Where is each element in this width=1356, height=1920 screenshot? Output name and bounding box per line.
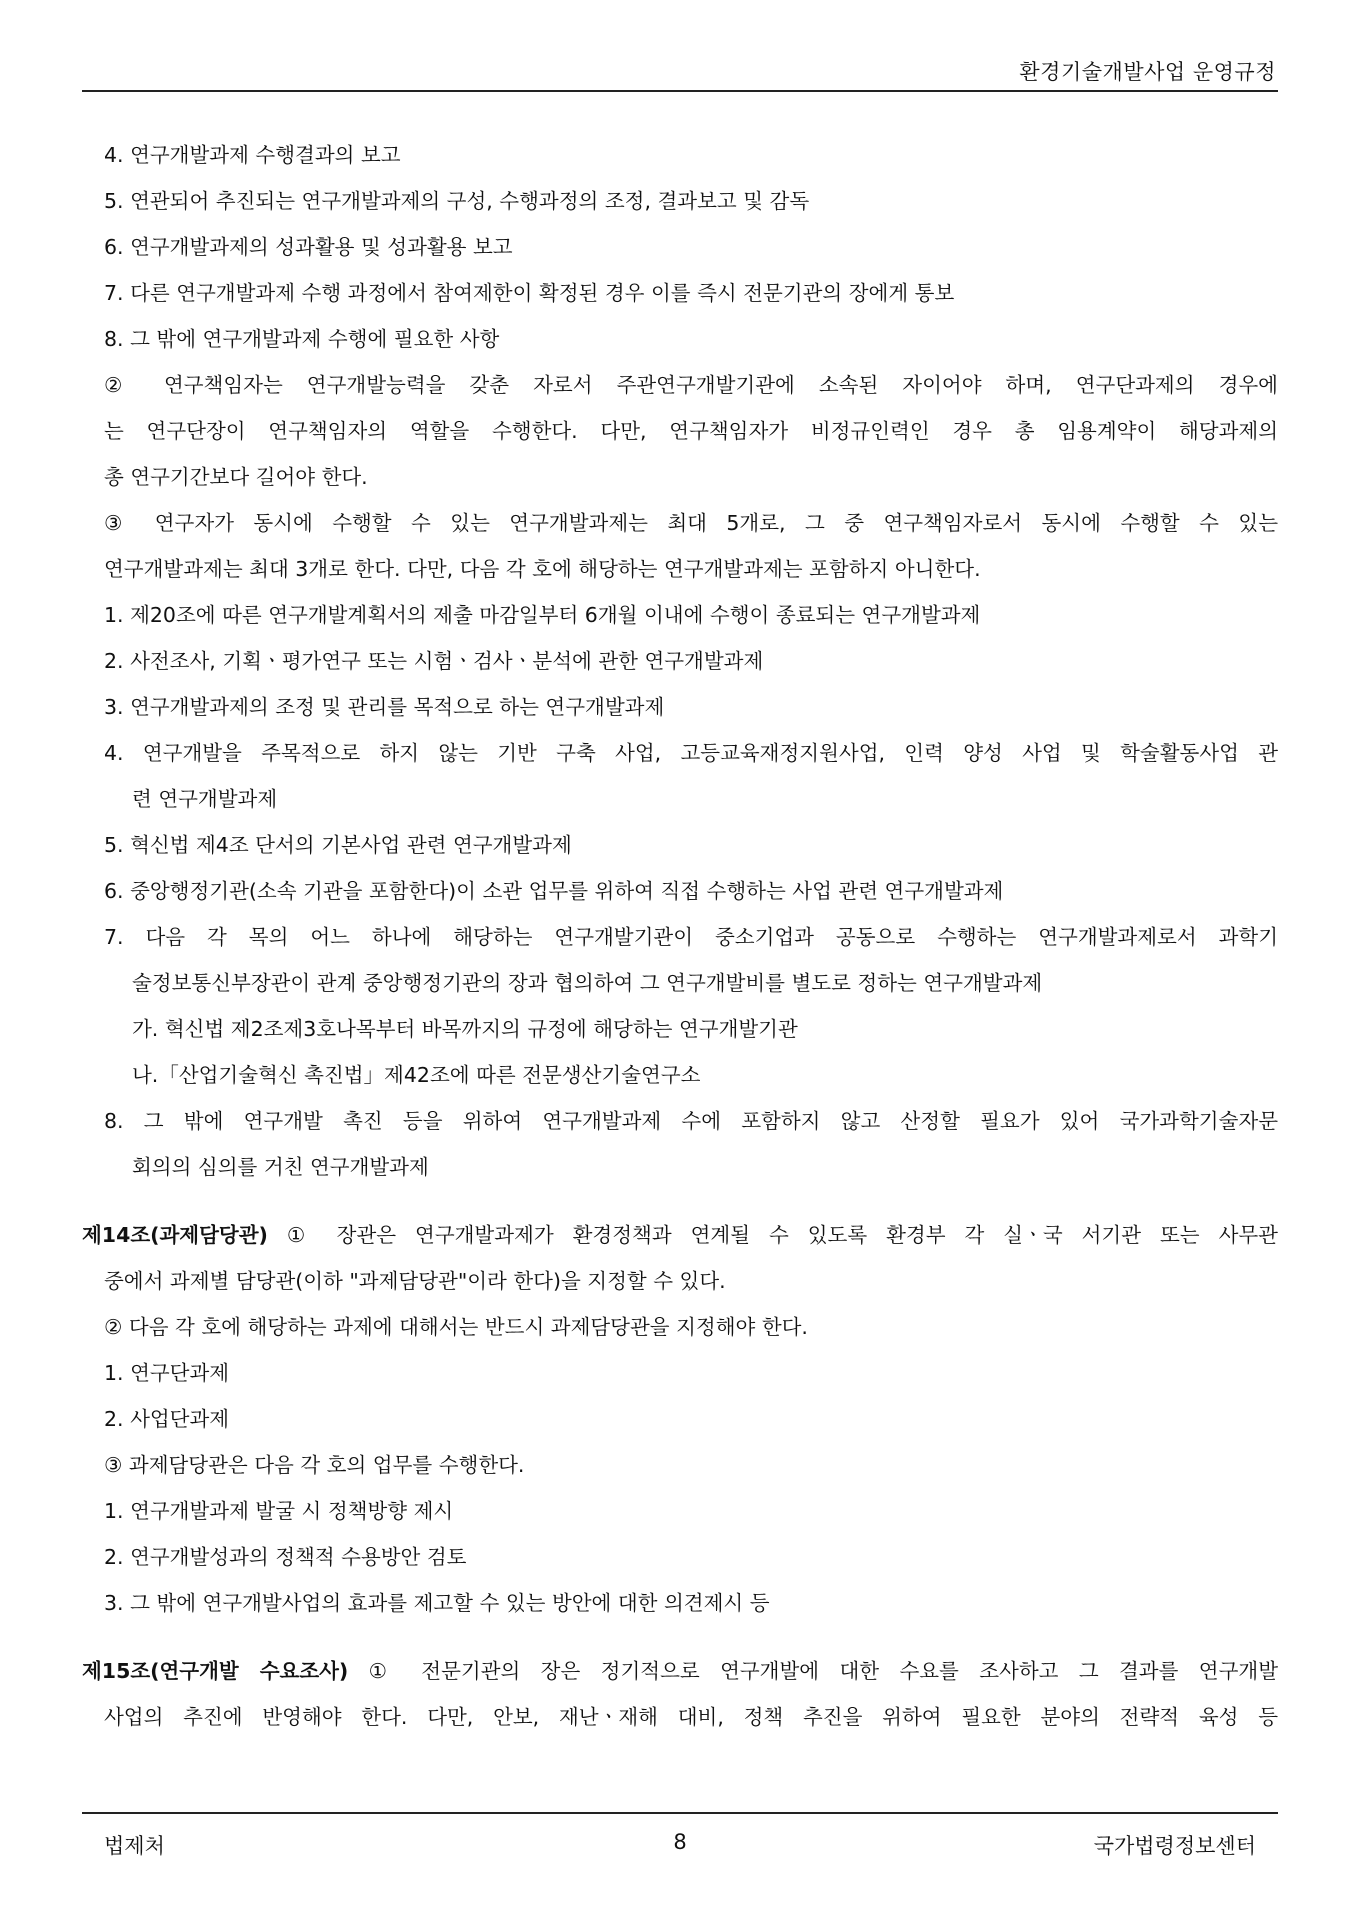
body-line: 2. 사업단과제	[104, 1407, 230, 1431]
body-line: 1. 연구개발과제 발굴 시 정책방향 제시	[104, 1499, 454, 1523]
footer-source: 국가법령정보센터	[1093, 1834, 1256, 1858]
body-line: 나.「산업기술혁신 촉진법」제42조에 따른 전문생산기술연구소	[132, 1063, 701, 1087]
body-line: 8. 그 밖에 연구개발 촉진 등을 위하여 연구개발과제 수에 포함하지 않고 산정할 필요가 있어 국가과학기술자문	[104, 1109, 1278, 1133]
document-body	[82, 132, 1278, 1740]
article-14-heading: 제14조(과제담당관)	[82, 1223, 268, 1247]
body-line: ② 연구책임자는 연구개발능력을 갖춘 자로서 주관연구개발기관에 소속된 자이어야 하며, 연구단과제의 경우에	[104, 373, 1278, 397]
body-line: ② 다음 각 호에 해당하는 과제에 대해서는 반드시 과제담당관을 지정해야 한다.	[104, 1315, 808, 1339]
page-number: 8	[673, 1830, 687, 1854]
body-line: 연구개발과제는 최대 3개로 한다. 다만, 다음 각 호에 해당하는 연구개발과제는 포함하지 아니한다.	[104, 557, 981, 581]
body-line: 5. 연관되어 추진되는 연구개발과제의 구성, 수행과정의 조정, 결과보고 및 감독	[104, 189, 810, 213]
body-line: 2. 연구개발성과의 정책적 수용방안 검토	[104, 1545, 467, 1569]
page-header	[82, 52, 1278, 92]
body-line: 7. 다음 각 목의 어느 하나에 해당하는 연구개발기관이 중소기업과 공동으로 수행하는 연구개발과제로서 과학기	[104, 925, 1278, 949]
article-14-first-line	[82, 1212, 1278, 1258]
body-line: 회의의 심의를 거친 연구개발과제	[132, 1155, 429, 1179]
article-15-first-line	[82, 1648, 1278, 1694]
article-15-text: ① 전문기관의 장은 정기적으로 연구개발에 대한 수요를 조사하고 그 결과를 연구개발	[348, 1659, 1278, 1683]
body-line: 1. 연구단과제	[104, 1361, 230, 1385]
article-15-continuation: 사업의 추진에 반영해야 한다. 다만, 안보, 재난ㆍ재해 대비, 정책 추진을 위하여 필요한 분야의 전략적 육성 등	[104, 1705, 1278, 1729]
footer-publisher: 법제처	[104, 1834, 165, 1858]
body-line: 는 연구단장이 연구책임자의 역할을 수행한다. 다만, 연구책임자가 비정규인력인 경우 총 임용계약이 해당과제의	[104, 419, 1278, 443]
body-line: 술정보통신부장관이 관계 중앙행정기관의 장과 협의하여 그 연구개발비를 별도로 정하는 연구개발과제	[132, 971, 1043, 995]
article-15-heading: 제15조(연구개발 수요조사)	[82, 1659, 349, 1683]
body-line: ③ 과제담당관은 다음 각 호의 업무를 수행한다.	[104, 1453, 525, 1477]
body-line: 6. 연구개발과제의 성과활용 및 성과활용 보고	[104, 235, 513, 259]
body-line: 3. 그 밖에 연구개발사업의 효과를 제고할 수 있는 방안에 대한 의견제시 등	[104, 1591, 770, 1615]
body-line: 총 연구기간보다 길어야 한다.	[104, 465, 368, 489]
body-line: 1. 제20조에 따른 연구개발계획서의 제출 마감일부터 6개월 이내에 수행이 종료되는 연구개발과제	[104, 603, 981, 627]
body-line: 3. 연구개발과제의 조정 및 관리를 목적으로 하는 연구개발과제	[104, 695, 665, 719]
body-line: ③ 연구자가 동시에 수행할 수 있는 연구개발과제는 최대 5개로, 그 중 연구책임자로서 동시에 수행할 수 있는	[104, 511, 1278, 535]
body-line: 가. 혁신법 제2조제3호나목부터 바목까지의 규정에 해당하는 연구개발기관	[132, 1017, 798, 1041]
body-line: 련 연구개발과제	[132, 787, 278, 811]
article-14-text: ① 장관은 연구개발과제가 환경정책과 연계될 수 있도록 환경부 각 실ㆍ국 서기관 또는 사무관	[267, 1223, 1278, 1247]
body-line: 8. 그 밖에 연구개발과제 수행에 필요한 사항	[104, 327, 500, 351]
article-14-continuation: 중에서 과제별 담당관(이하 "과제담당관"이라 한다)을 지정할 수 있다.	[104, 1269, 726, 1293]
body-line: 4. 연구개발과제 수행결과의 보고	[104, 143, 401, 167]
page-footer	[82, 1812, 1278, 1864]
document-title: 환경기술개발사업 운영규정	[1019, 60, 1276, 84]
body-line: 7. 다른 연구개발과제 수행 과정에서 참여제한이 확정된 경우 이를 즉시 전문기관의 장에게 통보	[104, 281, 955, 305]
body-line: 5. 혁신법 제4조 단서의 기본사업 관련 연구개발과제	[104, 833, 572, 857]
body-line: 6. 중앙행정기관(소속 기관을 포함한다)이 소관 업무를 위하여 직접 수행하는 사업 관련 연구개발과제	[104, 879, 1004, 903]
body-line: 4. 연구개발을 주목적으로 하지 않는 기반 구축 사업, 고등교육재정지원사업, 인력 양성 사업 및 학술활동사업 관	[104, 741, 1278, 765]
body-line: 2. 사전조사, 기획ㆍ평가연구 또는 시험ㆍ검사ㆍ분석에 관한 연구개발과제	[104, 649, 764, 673]
